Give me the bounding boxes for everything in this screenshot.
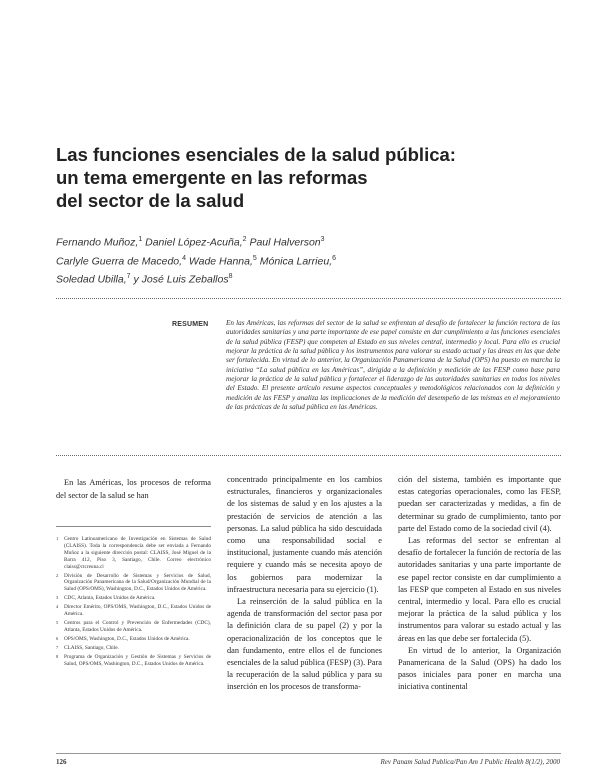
- title-line: del sector de la salud: [56, 190, 245, 211]
- author-name: Daniel López-Acuña,: [142, 236, 243, 249]
- footnote-number: 6: [56, 635, 59, 641]
- footnote: [56, 654, 211, 668]
- footnote-number: 4: [56, 604, 59, 610]
- article-title: [56, 143, 526, 212]
- author-affiliation-mark: 5: [252, 254, 257, 262]
- author-name: Soledad Ubilla,: [56, 273, 127, 286]
- title-line: Las funciones esenciales de la salud pública:: [56, 144, 456, 165]
- footnote-text: Programa de Organización y Gestión de Sistemas y Servicios de Salud, OPS/OMS, Washington, D.C., Estados Unidos de América.: [64, 653, 211, 667]
- footnote-text: OPS/OMS, Washington, D.C., Estados Unidos de América.: [64, 635, 190, 642]
- author-line: [56, 232, 516, 251]
- footnotes: [56, 536, 211, 669]
- title-line: un tema emergente en las reformas: [56, 167, 368, 188]
- journal-citation: Rev Panam Salud Publica/Pan Am J Public Health 8(1/2), 2000: [380, 758, 560, 766]
- author-name: Carlyle Guerra de Macedo,: [56, 255, 183, 267]
- author-name: y José Luis Zeballos: [130, 273, 229, 286]
- body-paragraph: La reinserción de la salud pública en la agenda de transformación del sector pasa por la definición clara de su papel (2) y por la operacionalización de los conceptos que le dan fundamento, entre ellos el de funciones esenciales de la salud pública (FESP) (3). Para la recuperación de la salud pública y para su inserción en los procesos de transforma-: [227, 597, 382, 692]
- footnote-text: División de Desarrollo de Sistemas y Servicios de Salud, Organización Panamericana de la Salud/Organización Mundial de la Salud (OPS/OMS), Washington, D.C., Estados Unidos de América.: [64, 572, 211, 593]
- author-list: [56, 232, 516, 288]
- author-line: [56, 269, 516, 288]
- footnote-number: 5: [56, 619, 59, 625]
- footnote: [56, 620, 211, 634]
- footnote-text: Centro Latinoamericano de Investigación en Sistemas de Salud (CLAISS). Toda la correspondencia debe ser enviada a Fernando Muñoz a la siguiente dirección postal: CLAISS, José Miguel de la Barra 412, Piso 3, Santiago, Chile. Correo electrónico claiss@ctcreuna.cl: [64, 536, 211, 570]
- footnote: [56, 604, 211, 618]
- footnote-number: 3: [56, 595, 59, 601]
- body-paragraph: En las Américas, los procesos de reforma del sector de la salud se han: [56, 478, 211, 500]
- footnote-text: CLAISS, Santiago, Chile.: [64, 644, 119, 651]
- abstract-label: RESUMEN: [172, 321, 209, 328]
- author-line: [56, 251, 516, 270]
- author-affiliation-mark: 3: [320, 236, 325, 243]
- divider: [56, 298, 561, 299]
- footnote-number: 2: [56, 572, 59, 578]
- body-paragraph: Las reformas del sector se enfrentan al desafío de fortalecer la función de rectoría de las autoridades sanitarias y una parte importante de ese papel rector consiste en dar cumplimiento a las FESP que competen al Estado en sus niveles central, intermedio y local. Para ello es crucial mejorar la práctica de la salud pública y los instrumentos para valorar su estado actual y las áreas en las que debe ser fortalecida (5).: [398, 536, 561, 643]
- footnote-text: Centros para el Control y Prevención de Enfermedades (CDC), Atlanta, Estados Unidos de América.: [64, 619, 211, 633]
- author-name: Paul Halverson: [246, 236, 321, 249]
- footnote-text: Director Emérito, OPS/OMS, Washington, D.C., Estados Unidos de América.: [64, 604, 211, 618]
- author-affiliation-mark: 7: [126, 273, 131, 280]
- author-name: Fernando Muñoz,: [56, 236, 139, 249]
- author-affiliation-mark: 4: [182, 254, 186, 262]
- body-column-3: [398, 474, 561, 694]
- author-affiliation-mark: 2: [242, 236, 247, 243]
- footnote-number: 7: [56, 644, 59, 650]
- author-name: Wade Hanna,: [185, 255, 253, 267]
- footnote: [56, 595, 211, 602]
- abstract-text: En las Américas, las reformas del sector de la salud se enfrentan al desafío de fortalecer la función rectora de las autoridades sanitarias y una parte importante de ese papel consiste en dar cumplimiento a las funciones esenciales de la salud pública (FESP) que competen al Estado en sus niveles central, intermedio y local. Para ello es crucial mejorar la práctica de la salud pública y los instrumentos para valorar su estado actual y las áreas en las que debe ser fortalecida. En virtud de lo anterior, la Organización Panamericana de la Salud (OPS) ha puesto en marcha la iniciativa “La salud pública en las Américas”, dirigida a la definición y medición de las FESP como base para mejorar la práctica de la salud pública y fortalecer el liderazgo de las autoridades sanitarias en todos los niveles del Estado. El presente artículo resume aspectos conceptuales y metodológicos relacionados con la definición y medición de las FESP y analiza las implicaciones de la medición del desempeño de las mismas en el mejoramiento de las prácticas de la salud pública en las Américas.: [226, 319, 560, 412]
- body-column-2: [227, 474, 382, 694]
- footnote: [56, 573, 211, 594]
- divider: [56, 455, 561, 456]
- footnote-number: 1: [56, 536, 59, 541]
- author-affiliation-mark: 8: [228, 273, 233, 280]
- footnote: [56, 645, 211, 652]
- footer-divider: [56, 753, 561, 754]
- page-number: 126: [56, 758, 67, 766]
- body-paragraph: ción del sistema, también es importante que estas categorías operacionales, como las FESP, puedan ser caracterizadas y medidas, a fin de determinar su grado de cumplimiento, tanto por parte del Estado como de la sociedad civil (4).: [398, 475, 561, 533]
- footnote: [56, 636, 211, 643]
- footnote-divider: [56, 526, 211, 527]
- footnote-text: CDC, Atlanta, Estados Unidos de América.: [64, 595, 156, 602]
- author-affiliation-mark: 1: [138, 236, 143, 243]
- author-name: Mónica Larrieu,: [256, 255, 333, 267]
- footnote-number: 8: [56, 653, 59, 659]
- body-paragraph: En virtud de lo anterior, la Organización Panamericana de la Salud (OPS) ha dado los pasos iniciales para poner en marcha una iniciativa continental: [398, 645, 561, 692]
- footnote: [56, 536, 211, 571]
- body-column-1: [56, 477, 211, 502]
- author-affiliation-mark: 6: [332, 254, 337, 262]
- body-paragraph: concentrado principalmente en los cambios estructurales, financieros y organizacionales de los sistemas de salud y en los ajustes a la prestación de servicios de atención a las personas. La salud pública ha sido descuidada como una responsabilidad social e institucional, justamente cuando más atención requiere y cuando más se necesita apoyo de los gobiernos para modernizar la infraestructura necesaria para su ejercicio (1).: [227, 475, 382, 594]
